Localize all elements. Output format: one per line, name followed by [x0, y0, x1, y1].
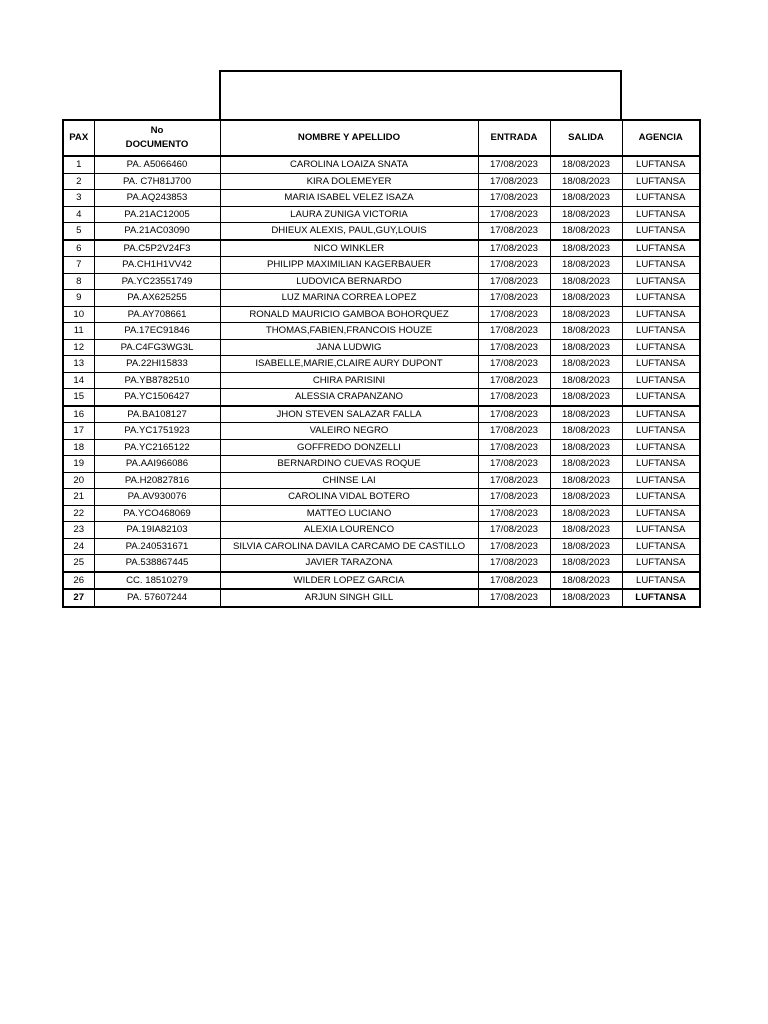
header-entrada: ENTRADA	[478, 120, 550, 156]
name-cell: NICO WINKLER	[220, 240, 478, 257]
table-row	[63, 273, 700, 290]
table-row	[63, 356, 700, 373]
pax-cell: 23	[63, 522, 94, 539]
pax-cell: 6	[63, 240, 94, 257]
salida-cell: 18/08/2023	[550, 589, 622, 607]
agency-cell: LUFTANSA	[622, 589, 700, 607]
document-cell: PA.AX625255	[94, 290, 220, 307]
entrada-cell: 17/08/2023	[478, 306, 550, 323]
salida-cell: 18/08/2023	[550, 555, 622, 572]
salida-cell: 18/08/2023	[550, 356, 622, 373]
table-row	[63, 223, 700, 240]
pax-cell: 10	[63, 306, 94, 323]
pax-cell: 3	[63, 190, 94, 207]
header-pax: PAX	[63, 120, 94, 156]
pax-cell: 22	[63, 505, 94, 522]
pax-cell: 9	[63, 290, 94, 307]
header-document	[94, 120, 220, 156]
header-document-line2: DOCUMENTO	[125, 139, 189, 150]
agency-cell: LUFTANSA	[622, 522, 700, 539]
title-box	[219, 70, 622, 119]
agency-cell: LUFTANSA	[622, 257, 700, 274]
salida-cell: 18/08/2023	[550, 572, 622, 590]
pax-cell: 14	[63, 372, 94, 389]
agency-cell: LUFTANSA	[622, 356, 700, 373]
pax-cell: 25	[63, 555, 94, 572]
name-cell: CAROLINA VIDAL BOTERO	[220, 489, 478, 506]
entrada-cell: 17/08/2023	[478, 173, 550, 190]
salida-cell: 18/08/2023	[550, 439, 622, 456]
agency-cell: LUFTANSA	[622, 389, 700, 406]
salida-cell: 18/08/2023	[550, 306, 622, 323]
entrada-cell: 17/08/2023	[478, 257, 550, 274]
name-cell: WILDER LOPEZ GARCIA	[220, 572, 478, 590]
table-row	[63, 423, 700, 440]
document-cell: PA.CH1H1VV42	[94, 257, 220, 274]
salida-cell: 18/08/2023	[550, 423, 622, 440]
salida-cell: 18/08/2023	[550, 156, 622, 173]
entrada-cell: 17/08/2023	[478, 339, 550, 356]
agency-cell: LUFTANSA	[622, 456, 700, 473]
document-cell: PA.22HI15833	[94, 356, 220, 373]
salida-cell: 18/08/2023	[550, 406, 622, 423]
entrada-cell: 17/08/2023	[478, 206, 550, 223]
document-cell: PA.240531671	[94, 538, 220, 555]
name-cell: GOFFREDO DONZELLI	[220, 439, 478, 456]
name-cell: JHON STEVEN SALAZAR FALLA	[220, 406, 478, 423]
name-cell: LUZ MARINA CORREA LOPEZ	[220, 290, 478, 307]
agency-cell: LUFTANSA	[622, 538, 700, 555]
pax-cell: 21	[63, 489, 94, 506]
name-cell: SILVIA CAROLINA DAVILA CARCAMO DE CASTILLO	[220, 538, 478, 555]
salida-cell: 18/08/2023	[550, 456, 622, 473]
agency-cell: LUFTANSA	[622, 323, 700, 340]
document-cell: PA.17EC91846	[94, 323, 220, 340]
document-cell: PA.BA108127	[94, 406, 220, 423]
table-row	[63, 472, 700, 489]
document-cell: PA. C7H81J700	[94, 173, 220, 190]
entrada-cell: 17/08/2023	[478, 372, 550, 389]
agency-cell: LUFTANSA	[622, 156, 700, 173]
entrada-cell: 17/08/2023	[478, 356, 550, 373]
document-cell: PA.AAI966086	[94, 456, 220, 473]
table-row	[63, 406, 700, 423]
document-cell: PA.AY708661	[94, 306, 220, 323]
table-row	[63, 555, 700, 572]
name-cell: LUDOVICA BERNARDO	[220, 273, 478, 290]
document-cell: PA.C4FG3WG3L	[94, 339, 220, 356]
pax-cell: 18	[63, 439, 94, 456]
table-row	[63, 173, 700, 190]
agency-cell: LUFTANSA	[622, 489, 700, 506]
pax-cell: 24	[63, 538, 94, 555]
salida-cell: 18/08/2023	[550, 522, 622, 539]
table-row	[63, 306, 700, 323]
name-cell: DHIEUX ALEXIS, PAUL,GUY,LOUIS	[220, 223, 478, 240]
table-row	[63, 372, 700, 389]
document-cell: PA.AQ243853	[94, 190, 220, 207]
entrada-cell: 17/08/2023	[478, 456, 550, 473]
table-row	[63, 190, 700, 207]
document-cell: PA.YC2165122	[94, 439, 220, 456]
pax-cell: 2	[63, 173, 94, 190]
pax-cell: 5	[63, 223, 94, 240]
entrada-cell: 17/08/2023	[478, 538, 550, 555]
agency-cell: LUFTANSA	[622, 240, 700, 257]
table-row	[63, 489, 700, 506]
name-cell: JAVIER TARAZONA	[220, 555, 478, 572]
salida-cell: 18/08/2023	[550, 223, 622, 240]
entrada-cell: 17/08/2023	[478, 273, 550, 290]
entrada-cell: 17/08/2023	[478, 423, 550, 440]
table-row	[63, 439, 700, 456]
table-row	[63, 572, 700, 590]
table-body	[63, 156, 700, 607]
agency-cell: LUFTANSA	[622, 406, 700, 423]
entrada-cell: 17/08/2023	[478, 572, 550, 590]
table-row	[63, 290, 700, 307]
document-cell: PA.YC1506427	[94, 389, 220, 406]
table-row	[63, 240, 700, 257]
pax-cell: 20	[63, 472, 94, 489]
name-cell: ALEXIA LOURENCO	[220, 522, 478, 539]
salida-cell: 18/08/2023	[550, 206, 622, 223]
entrada-cell: 17/08/2023	[478, 389, 550, 406]
pax-cell: 11	[63, 323, 94, 340]
document-cell: CC. 18510279	[94, 572, 220, 590]
name-cell: BERNARDINO CUEVAS ROQUE	[220, 456, 478, 473]
agency-cell: LUFTANSA	[622, 439, 700, 456]
table-row	[63, 389, 700, 406]
name-cell: ISABELLE,MARIE,CLAIRE AURY DUPONT	[220, 356, 478, 373]
entrada-cell: 17/08/2023	[478, 190, 550, 207]
agency-cell: LUFTANSA	[622, 206, 700, 223]
entrada-cell: 17/08/2023	[478, 439, 550, 456]
salida-cell: 18/08/2023	[550, 372, 622, 389]
name-cell: KIRA DOLEMEYER	[220, 173, 478, 190]
name-cell: VALEIRO NEGRO	[220, 423, 478, 440]
pax-cell: 27	[63, 589, 94, 607]
document-cell: PA.AV930076	[94, 489, 220, 506]
agency-cell: LUFTANSA	[622, 306, 700, 323]
pax-cell: 17	[63, 423, 94, 440]
salida-cell: 18/08/2023	[550, 323, 622, 340]
document-cell: PA.538867445	[94, 555, 220, 572]
document-cell: PA.21AC03090	[94, 223, 220, 240]
table-header-row	[63, 120, 700, 156]
document-cell: PA.YC1751923	[94, 423, 220, 440]
name-cell: MARIA ISABEL VELEZ ISAZA	[220, 190, 478, 207]
table-row	[63, 589, 700, 607]
agency-cell: LUFTANSA	[622, 173, 700, 190]
document-cell: PA.YC23551749	[94, 273, 220, 290]
header-document-line1: No	[150, 125, 164, 137]
table-row	[63, 339, 700, 356]
name-cell: CHINSE LAI	[220, 472, 478, 489]
document-cell: PA. 57607244	[94, 589, 220, 607]
salida-cell: 18/08/2023	[550, 489, 622, 506]
agency-cell: LUFTANSA	[622, 423, 700, 440]
name-cell: ALESSIA CRAPANZANO	[220, 389, 478, 406]
entrada-cell: 17/08/2023	[478, 240, 550, 257]
salida-cell: 18/08/2023	[550, 505, 622, 522]
entrada-cell: 17/08/2023	[478, 323, 550, 340]
name-cell: MATTEO LUCIANO	[220, 505, 478, 522]
agency-cell: LUFTANSA	[622, 555, 700, 572]
pax-cell: 15	[63, 389, 94, 406]
name-cell: RONALD MAURICIO GAMBOA BOHORQUEZ	[220, 306, 478, 323]
salida-cell: 18/08/2023	[550, 240, 622, 257]
table-row	[63, 323, 700, 340]
agency-cell: LUFTANSA	[622, 190, 700, 207]
pax-cell: 4	[63, 206, 94, 223]
entrada-cell: 17/08/2023	[478, 156, 550, 173]
pax-cell: 19	[63, 456, 94, 473]
table-row	[63, 456, 700, 473]
table-row	[63, 522, 700, 539]
salida-cell: 18/08/2023	[550, 389, 622, 406]
document-cell: PA.YCO468069	[94, 505, 220, 522]
table-row	[63, 206, 700, 223]
salida-cell: 18/08/2023	[550, 257, 622, 274]
entrada-cell: 17/08/2023	[478, 489, 550, 506]
name-cell: CHIRA PARISINI	[220, 372, 478, 389]
entrada-cell: 17/08/2023	[478, 406, 550, 423]
agency-cell: LUFTANSA	[622, 572, 700, 590]
table-row	[63, 156, 700, 173]
salida-cell: 18/08/2023	[550, 538, 622, 555]
agency-cell: LUFTANSA	[622, 339, 700, 356]
salida-cell: 18/08/2023	[550, 190, 622, 207]
pax-cell: 16	[63, 406, 94, 423]
header-agencia: AGENCIA	[622, 120, 700, 156]
name-cell: CAROLINA LOAIZA SNATA	[220, 156, 478, 173]
passenger-table	[62, 119, 701, 608]
salida-cell: 18/08/2023	[550, 173, 622, 190]
name-cell: THOMAS,FABIEN,FRANCOIS HOUZE	[220, 323, 478, 340]
table-row	[63, 538, 700, 555]
salida-cell: 18/08/2023	[550, 339, 622, 356]
entrada-cell: 17/08/2023	[478, 505, 550, 522]
pax-cell: 26	[63, 572, 94, 590]
table-row	[63, 505, 700, 522]
document-cell: PA. A5066460	[94, 156, 220, 173]
entrada-cell: 17/08/2023	[478, 589, 550, 607]
agency-cell: LUFTANSA	[622, 223, 700, 240]
pax-cell: 8	[63, 273, 94, 290]
agency-cell: LUFTANSA	[622, 472, 700, 489]
agency-cell: LUFTANSA	[622, 273, 700, 290]
name-cell: PHILIPP MAXIMILIAN KAGERBAUER	[220, 257, 478, 274]
pax-cell: 7	[63, 257, 94, 274]
pax-cell: 12	[63, 339, 94, 356]
table-row	[63, 257, 700, 274]
document-cell: PA.C5P2V24F3	[94, 240, 220, 257]
pax-cell: 13	[63, 356, 94, 373]
document-cell: PA.19IA82103	[94, 522, 220, 539]
agency-cell: LUFTANSA	[622, 505, 700, 522]
entrada-cell: 17/08/2023	[478, 522, 550, 539]
agency-cell: LUFTANSA	[622, 290, 700, 307]
document-cell: PA.H20827816	[94, 472, 220, 489]
salida-cell: 18/08/2023	[550, 273, 622, 290]
header-salida: SALIDA	[550, 120, 622, 156]
document-cell: PA.YB8782510	[94, 372, 220, 389]
header-name: NOMBRE Y APELLIDO	[220, 120, 478, 156]
entrada-cell: 17/08/2023	[478, 555, 550, 572]
agency-cell: LUFTANSA	[622, 372, 700, 389]
entrada-cell: 17/08/2023	[478, 223, 550, 240]
pax-cell: 1	[63, 156, 94, 173]
document-cell: PA.21AC12005	[94, 206, 220, 223]
name-cell: LAURA ZUNIGA VICTORIA	[220, 206, 478, 223]
entrada-cell: 17/08/2023	[478, 472, 550, 489]
name-cell: JANA LUDWIG	[220, 339, 478, 356]
name-cell: ARJUN SINGH GILL	[220, 589, 478, 607]
entrada-cell: 17/08/2023	[478, 290, 550, 307]
salida-cell: 18/08/2023	[550, 290, 622, 307]
salida-cell: 18/08/2023	[550, 472, 622, 489]
